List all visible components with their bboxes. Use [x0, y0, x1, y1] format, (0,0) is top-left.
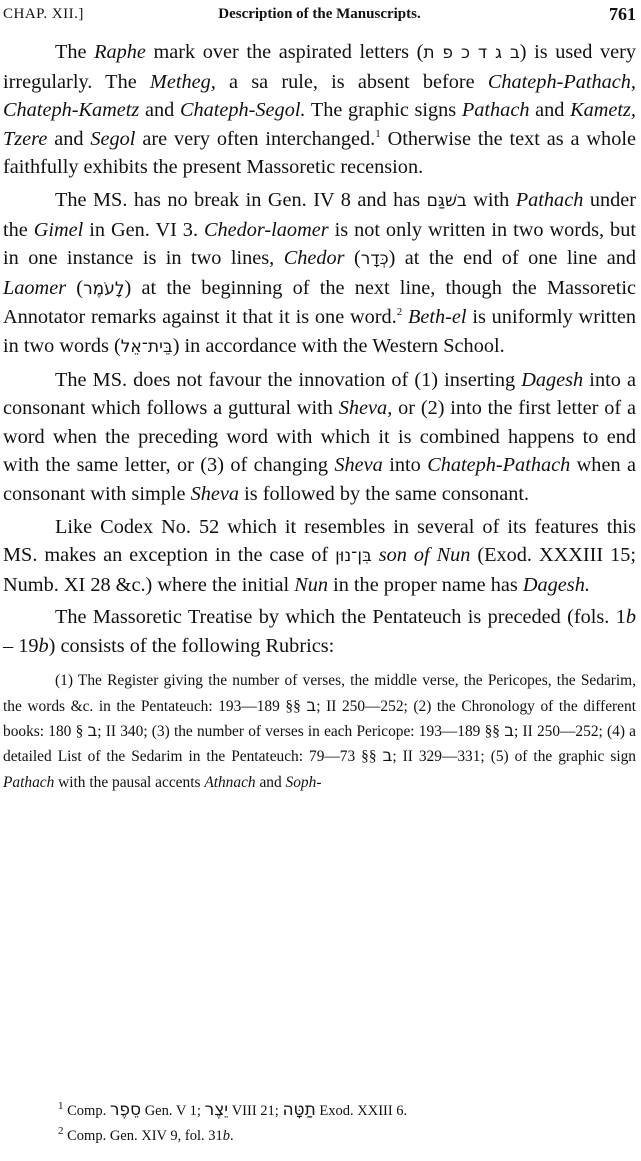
paragraph-3: The MS. does not favour the innovation of (1) inserting Dagesh into a consonant which follows a guttural with Sheva, or (2) into the first letter of a word when the preceding word with which it is combined happens to end with the same letter, or (3) of changing Sheva into Chateph-Pathach when a consonant with simple Sheva is followed by the same consonant. — [3, 368, 636, 505]
treatise-rubrics: (1) The Register giving the number of verses, the middle verse, the Pericopes, the Sedarim, the words &c. in the Pentateuch: ב §§ 189—193; II 250—252; (2) the Chronology of the different books: ב § 180; II 340; (3) the number of verses in each Pericope: ב §§ 189—193; II 250—252; (4) a detailed List of the Sedarim in the Pentateuch: ב §§ 73—79; II 329—331; (5) of the graphic sign Pathach with the pausal accents Athnach and Soph- — [3, 672, 636, 791]
footnotes — [58, 1098, 601, 1149]
footnote-ref-2: 2 — [396, 306, 403, 319]
main-text — [3, 38, 636, 795]
page-number: 761 — [609, 4, 636, 24]
footnote-2: $^2$ Comp. Gen. XIV 9, fol. 31b. — [58, 1125, 234, 1144]
paragraph-4: Like Codex No. 52 which it resembles in several of its features this MS. makes an exception in the case of בִּן־נוּן son of Nun (Exod. XXXIII 15; Numb. XI 28 &c.) where the initial Nun in the proper name has Dagesh. — [3, 515, 636, 596]
footnote-ref-1: 1 — [375, 128, 381, 141]
running-title: Description of the Manuscripts. — [218, 6, 421, 22]
running-header — [3, 4, 636, 28]
paragraph-2: The MS. has no break in Gen. IV 8 and has בשׁגַּם with Pathach under the Gimel in Gen. VI 3. Chedor-laomer is not only written in two words, but in one instance is in two lines, Chedor (כְּדָר) at the end of one line and Laomer (לָעֹמֶר) at the beginning of the next line, though the Massoretic Annotator remarks against it that it is one word.$^2$ Beth-el is uniformly written in two words (בֵּית־אֵל) in accordance with the Western School. — [3, 188, 636, 357]
paragraph-1: The Raphe mark over the aspirated letters (ב ג ד כ פ ת) is used very irregularly. The Metheg, a sa rule, is absent before Chateph-Pathach, Chateph-Kametz and Chateph-Segol. The graphic signs Pathach and Kametz, Tzere and Segol are very often interchanged.$^1$ Otherwise the text as a whole faithfully exhibits the present Massoretic recension. — [3, 41, 636, 179]
chapter-label: CHAP. XII.] — [3, 6, 84, 22]
paragraph-5: The Massoretic Treatise by which the Pentateuch is preceded (fols. 1b – 19b) consists of the following Rubrics: — [3, 606, 636, 657]
hebrew-letters: ב ג ד כ פ ת — [423, 43, 520, 63]
footnote-1: $^1$ Comp. סֵפֶר Gen. V 1; יֵצֶר VIII 21; תַטָּה Exod. XXIII 6. — [58, 1100, 408, 1120]
